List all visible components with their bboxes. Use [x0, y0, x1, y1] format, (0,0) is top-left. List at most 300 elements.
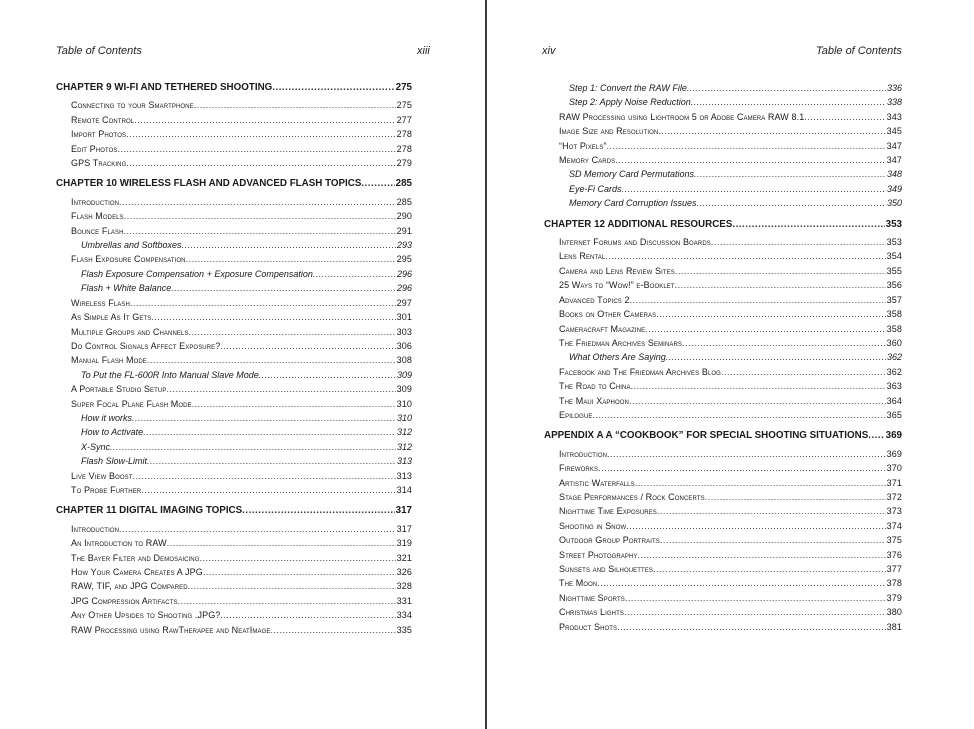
- toc-entry-title: Manual Flash Mode: [71, 355, 147, 366]
- dot-leader: [615, 153, 885, 167]
- toc-entry-page-number: 278: [396, 129, 412, 140]
- toc-entry-page-number: 362: [886, 366, 902, 377]
- dot-leader: [143, 425, 396, 439]
- dot-leader: [194, 98, 396, 112]
- dot-leader: [635, 476, 886, 490]
- toc-entry[interactable]: [544, 591, 902, 605]
- dot-leader: [624, 605, 886, 619]
- toc-chapter-entry[interactable]: [544, 218, 902, 232]
- dot-leader: [631, 379, 886, 393]
- toc-entry[interactable]: [56, 325, 412, 339]
- toc-entry-title: Step 1: Convert the RAW File: [569, 83, 687, 93]
- toc-entry[interactable]: [56, 339, 412, 353]
- toc-entry-title: Fireworks: [559, 463, 599, 474]
- toc-entry[interactable]: [56, 440, 412, 454]
- toc-entry[interactable]: [544, 365, 902, 379]
- toc-entry-title: Christmas Lights: [559, 607, 624, 618]
- running-header-page-number: xiv: [542, 45, 556, 57]
- toc-entry[interactable]: [56, 127, 412, 141]
- toc-entry-page-number: 353: [885, 218, 902, 230]
- toc-entry-title: Camera and Lens Review Sites: [559, 265, 675, 276]
- toc-entry-page-number: 376: [886, 549, 902, 560]
- toc-entry[interactable]: [56, 98, 412, 112]
- dot-leader: [242, 504, 394, 518]
- toc-entry-page-number: 370: [886, 463, 902, 474]
- toc-entry[interactable]: [544, 81, 902, 95]
- toc-chapter-entry[interactable]: [544, 429, 902, 443]
- toc-entry[interactable]: [544, 196, 902, 210]
- toc-entry[interactable]: [56, 397, 412, 411]
- toc-entry[interactable]: [544, 620, 902, 634]
- dot-leader: [141, 483, 396, 497]
- toc-list: [544, 81, 902, 634]
- toc-entry-page-number: 338: [886, 97, 902, 108]
- dot-leader: [697, 196, 886, 210]
- dot-leader: [629, 394, 886, 408]
- toc-entry-title: JPG Compression Artifacts: [71, 595, 178, 606]
- toc-entry-page-number: 321: [396, 552, 412, 563]
- toc-entry[interactable]: [544, 336, 902, 350]
- toc-entry-page-number: 343: [886, 111, 902, 122]
- dot-leader: [171, 281, 396, 295]
- toc-entry-title: An Introduction to RAW: [71, 538, 167, 549]
- toc-entry[interactable]: [56, 238, 412, 252]
- toc-chapter-entry[interactable]: [56, 81, 412, 95]
- toc-entry-page-number: 349: [886, 183, 902, 194]
- toc-entry[interactable]: [56, 522, 412, 536]
- left-page: [0, 0, 486, 729]
- toc-entry-page-number: 348: [886, 169, 902, 180]
- toc-entry-title: Do Control Signals Affect Exposure?: [71, 340, 221, 351]
- dot-leader: [132, 411, 396, 425]
- toc-entry-title: How to Activate: [81, 427, 144, 438]
- toc-entry-title: Cameracraft Magazine: [559, 323, 646, 334]
- toc-entry-title: APPENDIX A A “COOKBOOK” FOR SPECIAL SHOOTING SITUATIONS: [544, 430, 869, 442]
- dot-leader: [118, 142, 396, 156]
- book-spine-divider: [485, 0, 487, 729]
- toc-entry[interactable]: [544, 605, 902, 619]
- toc-entry[interactable]: [544, 562, 902, 576]
- toc-entry-page-number: 285: [396, 196, 412, 207]
- toc-entry-title: What Others Are Saying: [569, 352, 666, 363]
- dot-leader: [130, 296, 396, 310]
- dot-leader: [598, 461, 886, 475]
- toc-entry-page-number: 380: [886, 607, 902, 618]
- dot-leader: [605, 249, 885, 263]
- toc-entry-page-number: 319: [396, 538, 412, 549]
- toc-entry-title: Advanced Topics 2: [559, 294, 630, 305]
- toc-entry-title: X-Sync: [81, 441, 111, 452]
- toc-entry-title: RAW Processing using Lightroom 5 or Adobe Camera RAW 8.1: [559, 111, 805, 122]
- dot-leader: [182, 238, 396, 252]
- toc-entry-page-number: 296: [396, 283, 412, 294]
- toc-entry[interactable]: [544, 576, 902, 590]
- toc-entry[interactable]: [544, 504, 902, 518]
- toc-entry[interactable]: [56, 113, 412, 127]
- toc-entry[interactable]: [544, 461, 902, 475]
- toc-entry-page-number: 331: [396, 595, 412, 606]
- toc-entry-title: How it works: [81, 412, 133, 423]
- toc-entry-page-number: 314: [396, 484, 412, 495]
- toc-entry-title: SD Memory Card Permutations: [569, 169, 695, 180]
- toc-chapter-entry[interactable]: [56, 177, 412, 191]
- dot-leader: [653, 562, 886, 576]
- toc-entry-title: How Your Camera Creates A JPG: [71, 567, 203, 577]
- toc-entry[interactable]: [544, 476, 902, 490]
- toc-entry[interactable]: [56, 310, 412, 324]
- dot-leader: [151, 310, 395, 324]
- toc-entry-title: Flash + White Balance: [81, 283, 172, 294]
- toc-entry-page-number: 369: [885, 430, 902, 442]
- dot-leader: [694, 167, 886, 181]
- toc-entry-page-number: 335: [396, 624, 412, 635]
- toc-entry-page-number: 363: [886, 381, 902, 392]
- toc-entry-page-number: 285: [395, 178, 412, 190]
- toc-entry-title: To Probe Further: [71, 484, 142, 495]
- dot-leader: [119, 522, 396, 536]
- dot-leader: [691, 95, 886, 109]
- toc-entry-page-number: 377: [886, 564, 902, 574]
- toc-entry-page-number: 309: [396, 384, 412, 395]
- toc-entry[interactable]: [56, 156, 412, 170]
- dot-leader: [682, 336, 886, 350]
- toc-entry[interactable]: [544, 519, 902, 533]
- running-header-page-number: xiii: [417, 45, 430, 57]
- toc-entry-title: Epilogue: [559, 409, 593, 420]
- toc-entry-page-number: 354: [886, 251, 902, 262]
- toc-entry[interactable]: [56, 536, 412, 550]
- toc-entry[interactable]: [56, 594, 412, 608]
- toc-entry-title: Introduction: [71, 196, 120, 207]
- toc-entry-title: Multiple Groups and Channels: [71, 326, 189, 337]
- dot-leader: [660, 533, 886, 547]
- dot-leader: [622, 182, 886, 196]
- toc-entry[interactable]: [56, 142, 412, 156]
- toc-entry-title: 25 Ways to “Wow!” e-Booklet: [559, 280, 675, 291]
- toc-entry[interactable]: [544, 408, 902, 422]
- toc-entry-title: Super Focal Plane Flash Mode: [71, 398, 192, 409]
- toc-entry[interactable]: [544, 548, 902, 562]
- toc-entry-title: Umbrellas and Softboxes: [81, 240, 182, 251]
- toc-entry-page-number: 279: [396, 158, 412, 169]
- toc-entry-page-number: 375: [886, 535, 902, 546]
- toc-entry-title: Step 2: Apply Noise Reduction: [569, 97, 691, 108]
- dot-leader: [687, 81, 886, 95]
- dot-leader: [186, 252, 396, 266]
- toc-entry-page-number: 358: [886, 309, 902, 320]
- dot-leader: [732, 218, 884, 232]
- dot-leader: [666, 350, 886, 364]
- toc-entry-page-number: 317: [396, 523, 412, 534]
- toc-entry[interactable]: [544, 379, 902, 393]
- toc-entry-page-number: 306: [396, 340, 412, 351]
- dot-leader: [868, 429, 884, 443]
- toc-entry-page-number: 303: [396, 326, 412, 337]
- toc-entry-title: Image Size and Resolution: [559, 126, 659, 137]
- toc-entry[interactable]: [544, 153, 902, 167]
- toc-entry-page-number: 301: [396, 312, 412, 323]
- toc-entry[interactable]: [56, 252, 412, 266]
- toc-entry-page-number: 355: [886, 265, 902, 276]
- toc-entry-title: The Maui Xaphoon: [559, 395, 629, 406]
- toc-entry-page-number: 378: [886, 578, 902, 589]
- dot-leader: [178, 594, 396, 608]
- toc-entry-page-number: 356: [886, 280, 902, 291]
- toc-entry-page-number: 278: [396, 143, 412, 154]
- toc-entry[interactable]: [56, 281, 412, 295]
- toc-entry-title: The Moon: [559, 578, 598, 589]
- toc-entry-title: Memory Cards: [559, 155, 616, 166]
- toc-entry-page-number: 326: [396, 567, 412, 577]
- toc-entry-page-number: 313: [396, 470, 412, 481]
- toc-entry-page-number: 291: [396, 225, 412, 236]
- toc-entry-page-number: 310: [396, 398, 412, 409]
- dot-leader: [804, 110, 885, 124]
- toc-entry-page-number: 310: [396, 412, 412, 423]
- toc-entry-title: Import Photos: [71, 129, 127, 140]
- toc-entry[interactable]: [544, 350, 902, 364]
- dot-leader: [126, 127, 396, 141]
- dot-leader: [220, 339, 395, 353]
- toc-entry-title: Books on Other Cameras: [559, 309, 657, 320]
- toc-entry[interactable]: [544, 124, 902, 138]
- dot-leader: [203, 565, 396, 579]
- dot-leader: [675, 264, 886, 278]
- toc-entry[interactable]: [544, 139, 902, 153]
- toc-entry-page-number: 296: [396, 268, 412, 279]
- dot-leader: [110, 440, 396, 454]
- toc-entry[interactable]: [544, 447, 902, 461]
- toc-entry[interactable]: [56, 267, 412, 281]
- toc-entry-title: Facebook and The Friedman Archives Blog: [559, 366, 721, 377]
- right-page: [488, 0, 974, 729]
- toc-entry[interactable]: [544, 167, 902, 181]
- toc-entry[interactable]: [544, 235, 902, 249]
- dot-leader: [630, 293, 886, 307]
- dot-leader: [124, 209, 396, 223]
- dot-leader: [147, 454, 396, 468]
- toc-entry-title: Memory Card Corruption Issues: [569, 198, 697, 209]
- dot-leader: [270, 623, 395, 637]
- dot-leader: [645, 322, 886, 336]
- dot-leader: [597, 576, 885, 590]
- toc-entry-title: A Portable Studio Setup: [71, 384, 167, 395]
- toc-entry-title: GPS Tracking: [71, 158, 127, 169]
- toc-entry-title: CHAPTER 9 WI-FI AND TETHERED SHOOTING: [56, 82, 273, 93]
- toc-entry[interactable]: [544, 490, 902, 504]
- toc-entry-page-number: 293: [396, 240, 412, 251]
- toc-entry-page-number: 353: [886, 237, 902, 248]
- toc-entry-page-number: 358: [886, 323, 902, 334]
- dot-leader: [188, 579, 396, 593]
- dot-leader: [656, 307, 885, 321]
- toc-entry-page-number: 362: [886, 352, 902, 363]
- dot-leader: [124, 224, 396, 238]
- toc-entry-title: Eye-Fi Cards: [569, 183, 622, 194]
- toc-entry[interactable]: [544, 533, 902, 547]
- toc-entry[interactable]: [56, 411, 412, 425]
- toc-entry[interactable]: [56, 551, 412, 565]
- dot-leader: [592, 408, 885, 422]
- toc-entry-page-number: 364: [886, 395, 902, 406]
- dot-leader: [147, 353, 396, 367]
- toc-entry-title: Connecting to your Smartphone: [71, 100, 194, 111]
- dot-leader: [658, 124, 885, 138]
- toc-entry-title: The Road to China: [559, 381, 631, 392]
- dot-leader: [313, 267, 396, 281]
- toc-entry-page-number: 275: [396, 100, 412, 111]
- dot-leader: [638, 548, 886, 562]
- toc-entry-page-number: 373: [886, 506, 902, 517]
- dot-leader: [625, 591, 886, 605]
- dot-leader: [133, 469, 396, 483]
- toc-entry-title: Stage Performances / Rock Concerts: [559, 491, 705, 502]
- toc-entry-page-number: 369: [886, 448, 902, 459]
- dot-leader: [134, 113, 395, 127]
- toc-entry[interactable]: [544, 278, 902, 292]
- toc-entry-title: Flash Exposure Compensation: [71, 254, 186, 265]
- dot-leader: [200, 551, 396, 565]
- toc-entry-page-number: 309: [396, 369, 412, 380]
- toc-entry[interactable]: [544, 249, 902, 263]
- toc-entry-page-number: 317: [395, 505, 412, 517]
- toc-entry[interactable]: [56, 469, 412, 483]
- toc-entry[interactable]: [56, 608, 412, 622]
- dot-leader: [705, 490, 886, 504]
- toc-entry-page-number: 336: [886, 83, 902, 93]
- toc-entry-title: CHAPTER 10 WIRELESS FLASH AND ADVANCED FLASH TOPICS: [56, 178, 362, 190]
- toc-entry-page-number: 313: [396, 456, 412, 467]
- dot-leader: [361, 177, 394, 191]
- toc-list: [56, 81, 412, 637]
- toc-entry-title: The Bayer Filter and Demosaicing: [71, 552, 200, 563]
- toc-entry-title: RAW Processing using RawTherapee and NeatImage: [71, 624, 271, 635]
- toc-entry-page-number: 334: [396, 610, 412, 621]
- toc-entry[interactable]: [544, 293, 902, 307]
- dot-leader: [711, 235, 886, 249]
- toc-entry-page-number: 357: [886, 294, 902, 305]
- toc-entry-title: Edit Photos: [71, 143, 118, 154]
- toc-entry-title: Remote Control: [71, 114, 135, 125]
- running-header-title: Table of Contents: [816, 45, 902, 57]
- toc-entry-title: Nighttime Sports: [559, 592, 625, 603]
- toc-entry[interactable]: [544, 322, 902, 336]
- dot-leader: [657, 504, 886, 518]
- toc-entry-title: Flash Slow-Limit: [81, 456, 148, 467]
- toc-entry-title: Sunsets and Silhouettes: [559, 564, 653, 574]
- toc-entry[interactable]: [56, 454, 412, 468]
- toc-entry-page-number: 365: [886, 409, 902, 420]
- dot-leader: [617, 620, 886, 634]
- toc-entry-title: The Friedman Archives Seminars: [559, 337, 683, 348]
- dot-leader: [126, 156, 395, 170]
- toc-entry-title: Live View Boost: [71, 470, 133, 481]
- toc-entry[interactable]: [544, 110, 902, 124]
- toc-entry-page-number: 328: [396, 581, 412, 592]
- toc-entry-title: Introduction: [559, 448, 608, 459]
- toc-entry-title: Lens Rental: [559, 251, 606, 262]
- toc-entry-page-number: 347: [886, 155, 902, 166]
- toc-entry-page-number: 374: [886, 520, 902, 531]
- toc-entry-title: Product Shots: [559, 621, 618, 632]
- toc-entry[interactable]: [56, 353, 412, 367]
- toc-entry[interactable]: [56, 483, 412, 497]
- toc-entry-title: Nighttime Time Exposures: [559, 506, 657, 517]
- toc-entry-title: RAW, TIF, and JPG Compared: [71, 581, 188, 592]
- toc-entry[interactable]: [56, 579, 412, 593]
- toc-entry[interactable]: [56, 425, 412, 439]
- toc-entry-page-number: 379: [886, 592, 902, 603]
- toc-entry-title: As Simple As It Gets: [71, 312, 152, 323]
- toc-entry[interactable]: [56, 382, 412, 396]
- dot-leader: [607, 139, 886, 153]
- toc-entry-title: Flash Exposure Compensation + Exposure Compensation: [81, 268, 313, 279]
- toc-entry-page-number: 277: [396, 114, 412, 125]
- dot-leader: [259, 368, 396, 382]
- toc-entry-title: Shooting in Snow: [559, 520, 627, 531]
- toc-entry-title: Bounce Flash: [71, 225, 124, 236]
- dot-leader: [721, 365, 886, 379]
- toc-entry-page-number: 295: [396, 254, 412, 265]
- toc-entry-title: “Hot Pixels”: [559, 140, 607, 151]
- toc-entry-title: Flash Models: [71, 211, 124, 222]
- toc-entry-page-number: 350: [886, 198, 902, 209]
- toc-entry[interactable]: [544, 264, 902, 278]
- toc-entry[interactable]: [56, 195, 412, 209]
- toc-entry-title: Outdoor Group Portraits: [559, 535, 660, 546]
- dot-leader: [166, 382, 395, 396]
- toc-entry-title: Street Photography: [559, 549, 638, 560]
- toc-entry-page-number: 275: [395, 82, 412, 93]
- dot-leader: [220, 608, 395, 622]
- dot-leader: [607, 447, 886, 461]
- dot-leader: [167, 536, 396, 550]
- toc-entry[interactable]: [56, 565, 412, 579]
- dot-leader: [272, 81, 394, 95]
- toc-entry[interactable]: [56, 224, 412, 238]
- toc-entry-page-number: 312: [396, 427, 412, 438]
- toc-entry-page-number: 308: [396, 355, 412, 366]
- dot-leader: [119, 195, 396, 209]
- toc-entry-title: Introduction: [71, 523, 120, 534]
- running-header-title: Table of Contents: [56, 45, 142, 57]
- toc-entry-page-number: 381: [886, 621, 902, 632]
- toc-entry[interactable]: [56, 209, 412, 223]
- toc-entry-page-number: 372: [886, 491, 902, 502]
- dot-leader: [626, 519, 885, 533]
- toc-entry-page-number: 312: [396, 441, 412, 452]
- toc-entry-title: CHAPTER 11 DIGITAL IMAGING TOPICS: [56, 505, 243, 517]
- dot-leader: [192, 397, 396, 411]
- toc-entry[interactable]: [56, 296, 412, 310]
- toc-chapter-entry[interactable]: [56, 504, 412, 518]
- toc-entry[interactable]: [544, 95, 902, 109]
- toc-entry-page-number: 347: [886, 140, 902, 151]
- toc-entry-title: Any Other Upsides to Shooting .JPG?: [71, 610, 221, 621]
- toc-entry-page-number: 371: [886, 477, 902, 488]
- toc-entry[interactable]: [544, 182, 902, 196]
- toc-entry-title: Wireless Flash: [71, 297, 130, 308]
- dot-leader: [675, 278, 886, 292]
- toc-entry-page-number: 297: [396, 297, 412, 308]
- toc-entry[interactable]: [56, 368, 412, 382]
- toc-entry-page-number: 360: [886, 337, 902, 348]
- toc-entry-title: Artistic Waterfalls: [559, 477, 635, 488]
- toc-entry[interactable]: [544, 394, 902, 408]
- toc-entry[interactable]: [544, 307, 902, 321]
- toc-entry[interactable]: [56, 623, 412, 637]
- toc-entry-page-number: 290: [396, 211, 412, 222]
